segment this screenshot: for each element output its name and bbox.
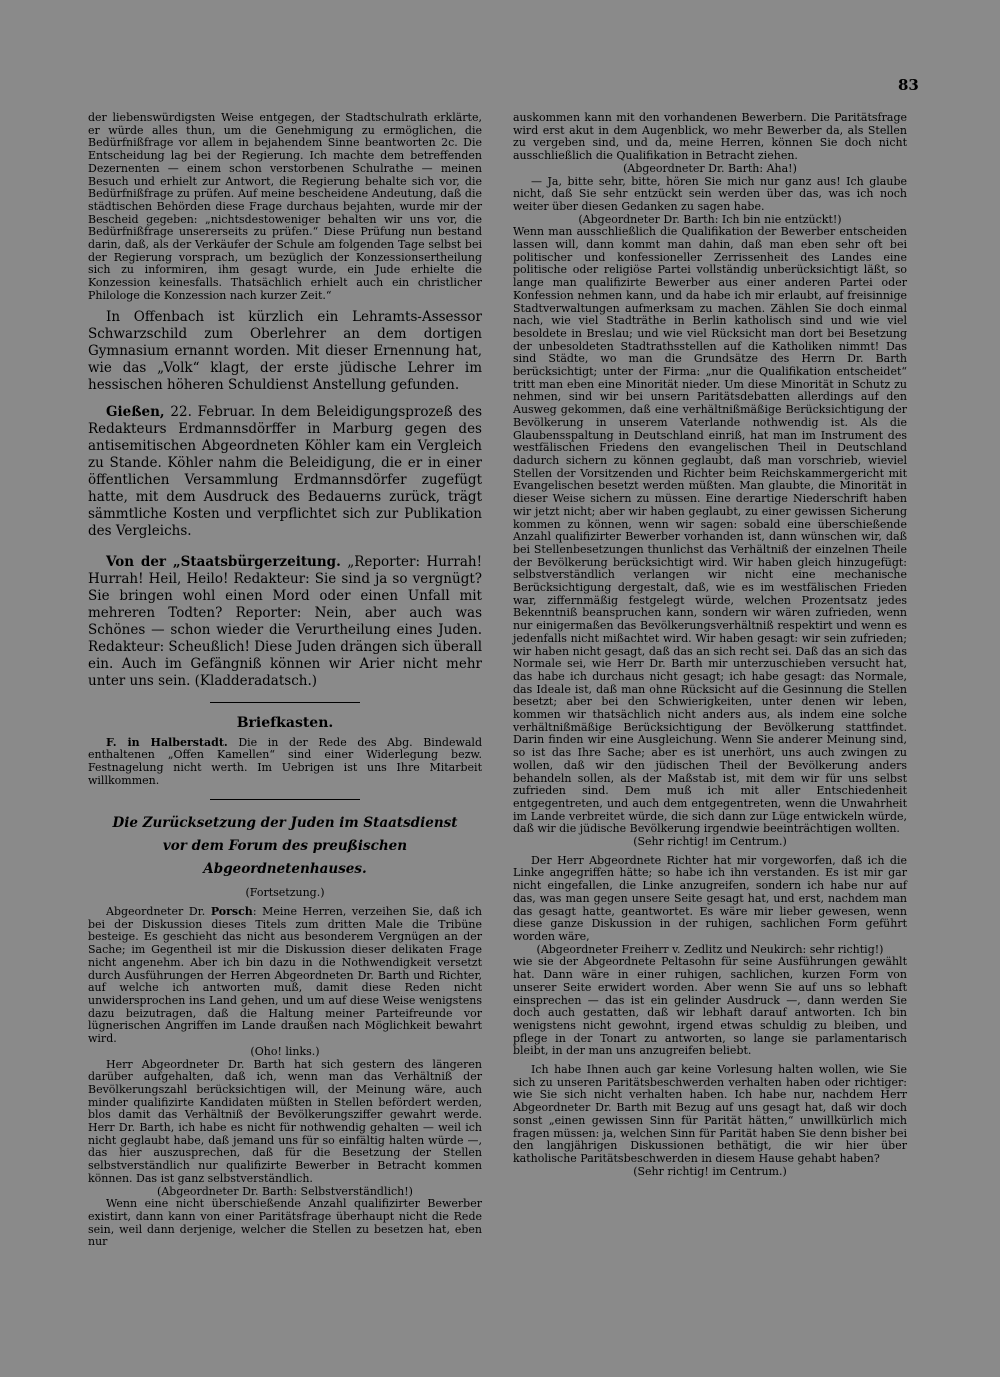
paragraph-continued: der liebenswürdigsten Weise entgegen, der Stadtschulrath erklärte, er würde alles thun, um die Genehmigung zu ermöglichen, die Bedürfnißfrage vor allem in bejahendem Sinne beantworten 2c. Die Entscheidung lag bei der Regierung. Ich machte dem betreffenden Dezernenten — einem schon verstorbenen Schulrathe — meinen Besuch und erhielt zur Antwort, die Regierung behalte sich vor, die Bedürfnißfrage zu prüfen. Auf meine bescheidene Andeutung, daß die städtischen Behörden diese Frage durchaus bejahten, wurde mir der Bescheid gegeben: „nichtsdestoweniger behalten wir uns vor, die Bedürfnißfrage unsererseits zu prüfen.“ Diese Prüfung nun bestand darin, daß, als der Verkäufer der Schule am folgenden Tage selbst bei der Regierung vorsprach, um bezüglich der Konzessionsertheilung sich zu informiren, ihm gesagt wurde, ein Jude erhielte die Konzession keinesfalls. Thatsächlich erhielt auch ein christlicher Philologe die Konzession nach kurzer Zeit.“: [88, 111, 482, 302]
paragraph-staatsbuergerzeitung-text: „Reporter: Hurrah! Hurrah! Heil, Heilo! Redakteur: Sie sind ja so vergnügt? Sie bringen wohl einen Mord oder einen Unfall mit mehreren Todten? Reporter: Nein, aber auch was Schönes — schon wieder die Verurtheilung eines Juden. Redakteur: Scheußlich! Diese Juden drängen sich überall ein. Auch im Gefängniß können wir Arier nicht mehr unter uns sein. (Kladderadatsch.): [88, 553, 483, 689]
interjection: (Sehr richtig! im Centrum.): [633, 835, 787, 849]
paragraph-offenbach: In Offenbach ist kürzlich ein Lehramts-Assessor Schwarzschild zum Oberlehrer an dem dortigen Gymnasium ernannt worden. Mit dieser Ernennung hat, wie das „Volk“ klagt, der erste jüdische Lehrer im hessischen höheren Schuldienst Anstellung gefunden.: [88, 308, 482, 393]
article-title-line-1: Die Zurücksetzung der Juden im Staatsdienst: [112, 815, 458, 832]
left-column: [88, 112, 482, 1249]
dateline: Von der „Staatsbürgerzeitung.: [106, 553, 341, 570]
speech-paragraph: Ich habe Ihnen auch gar keine Vorlesung halten wollen, wie Sie sich zu unseren Paritätsbeschwerden verhalten haben oder richtiger: wie Sie sich nicht verhalten haben. Ich habe nur, nachdem Herr Abgeordneter Dr. Barth mit Bezug auf uns gesagt hat, daß wir doch sonst „einen gewissen Sinn für Parität hätten,“ unwillkürlich mich fragen müssen: ja, welchen Sinn für Parität haben Sie denn bisher bei den langjährigen Diskussionen bethätigt, die wir hier über katholische Paritätsbeschwerden in diesem Hause gehabt haben?: [513, 1063, 907, 1165]
interjection: (Abgeordneter Dr. Barth: Ich bin nie entzückt!): [578, 212, 842, 226]
speech-paragraph: Herr Abgeordneter Dr. Barth hat sich gestern des längeren darüber aufgehalten, daß ich, wenn man das Verhältniß der Bevölkerungszahl berücksichtigen will, der Meinung wäre, auch minder qualifizirte Kandidaten müßten in Stellen befördert werden, blos damit das Verhältniß der Bevölkerungsziffer gewahrt werde. Herr Dr. Barth, ich habe es nicht für nothwendig gehalten — weil ich nicht geglaubt habe, daß jemand uns für so einfältig halten würde —, das hier auszusprechen, daß für die Besetzung der Stellen selbstverständlich nur qualifizirte Bewerber in Betracht kommen können. Das ist ganz selbstverständlich.: [88, 1057, 482, 1185]
interjection: (Abgeordneter Dr. Barth: Selbstverständlich!): [157, 1184, 413, 1198]
paragraph-giessen: [88, 404, 482, 540]
speech-text: : Meine Herren, verzeihen Sie, daß ich bei der Diskussion dieses Titels zum dritten Male die Tribüne besteige. Es geschieht das nicht aus besonderem Vergnügen an der Sache; im Gegentheil ist mir die Diskussion dieser delikaten Frage nicht angenehm. Aber ich bin dazu in die Nothwendigkeit versetzt durch Ausführungen der Herren Abgeordneten Dr. Barth und Richter, auf welche ich antworten muß, damit diese Reden nicht unwidersprochen ins Land gehen, und um auf diese Weise wenigstens dazu beizutragen, daß die Haltung meiner Parteifreunde vor lügnerischen Angriffen im Lande draußen nach Möglichkeit bewahrt wird.: [88, 905, 482, 1046]
right-column: [513, 112, 907, 1178]
speech-paragraph: Wenn eine nicht überschießende Anzahl qualifizirter Bewerber existirt, dann kann von einer Paritätsfrage überhaupt nicht die Rede sein, weil dann derjenige, welcher die Stellen zu besetzen hat, eben nur: [88, 1197, 482, 1249]
page-number: 83: [898, 76, 919, 94]
fortsetzung-note: (Fortsetzung.): [245, 886, 325, 900]
article-title-line-2: vor dem Forum des preußischen Abgeordnetenhauses.: [162, 838, 408, 878]
speaker-name: Porsch: [210, 905, 253, 919]
section-heading-briefkasten: Briefkasten.: [236, 714, 334, 731]
interjection: (Sehr richtig! im Centrum.): [633, 1164, 787, 1178]
speech-paragraph: — Ja, bitte sehr, bitte, hören Sie mich nur ganz aus! Ich glaube nicht, daß Sie sehr entzückt sein werden über das, was ich noch weiter über diesen Gedanken zu sagen habe.: [513, 174, 907, 213]
speech-paragraph: Der Herr Abgeordnete Richter hat mir vorgeworfen, daß ich die Linke angegriffen hätte; so habe ich ihn verstanden. Es ist mir gar nicht eingefallen, die Linke anzugreifen, sondern ich habe nur auf das, was man gegen unsere Seite gesagt hat, und erst, nachdem man das gesagt hatte, geantwortet. Es wäre mir lieber gewesen, wenn diese ganze Diskussion in der ruhigen, sachlichen Form geführt worden wäre,: [513, 853, 907, 943]
speech-porsch: [88, 906, 482, 1046]
paragraph-staatsbuergerzeitung: [88, 554, 482, 690]
interjection: (Abgeordneter Dr. Barth: Aha!): [623, 161, 797, 175]
speech-paragraph: Wenn man ausschließlich die Qualifikation der Bewerber entscheiden lassen will, dann kommt man dahin, daß man eben sehr oft bei politischer und konfessioneller Zerrissenheit des Landes eine politische oder religiöse Partei vollständig unberücksichtigt läßt, so lange man qualifizirte Bewerber aus einer anderen Partei oder Konfession nehmen kann, und da habe ich mir erlaubt, auf freisinnige Stadtverwaltungen aufmerksam zu machen. Zählen Sie doch einmal nach, wie viel Stadträthe in Berlin katholisch sind und wie viel besoldete in Breslau; und wie viel Rücksicht man dort bei Besetzung der unbesoldeten Stadtrathsstellen auf die Katholiken nimmt! Das sind Städte, wo man die Grundsätze des Herrn Dr. Barth berücksichtigt; unter der Firma: „nur die Qualifikation entscheidet“ tritt man eben eine Minorität nieder. Um diese Minorität in Schutz zu nehmen, sind wir bei unsern Paritätsdebatten allerdings auf den Ausweg gekommen, daß eine verhältnißmäßige Berücksichtigung der Bevölkerung in unserem Vaterlande nothwendig ist. Als die Glaubensspaltung in Deutschland einriß, hat man im Instrument des westfälischen Friedens den evangelischen Theil in Deutschland dadurch sichern zu können geglaubt, daß man vorschrieb, wieviel Stellen der Vorsitzenden und Richter beim Reichskammergericht mit Evangelischen besetzt werden müßten. Man glaubte, die Minorität in dieser Weise sichern zu müssen. Eine derartige Niederschrift haben wir jetzt nicht; aber wir haben geglaubt, zu einer gewissen Sicherung kommen zu können, wenn wir sagen: sobald eine überschießende Anzahl qualifizirter Bewerber vorhanden ist, dann wünschen wir, daß bei Stellenbesetzungen thunlichst das Verhältniß der einzelnen Theile der Bevölkerung berücksichtigt wird. Wir haben gleich hinzugefügt: selbstverständlich verlangen wir nicht eine mechanische Berücksichtigung dergestalt, daß, wie es im westfälischen Frieden war, ziffernmäßig festgelegt würde, welchen Prozentsatz jedes Bekenntniß beanspruchen kann, sondern wir wären zufrieden, wenn nur einigermaßen das Bevölkerungsverhältniß respektirt und wenn es jedenfalls nicht mißachtet wird. Wir haben gesagt: wir sein zufrieden; wir haben nicht gesagt, daß das an sich recht sei. Daß das an sich das Normale sei, wie Herr Dr. Barth mir unterzuschieben versucht hat, das habe ich durchaus nicht gesagt; ich habe gesagt: das Normale, das Ideale ist, daß man ohne Rücksicht auf die Gesinnung die Stellen besetzt; aber bei den Schwierigkeiten, unter denen wir leben, kommen wir thatsächlich nicht anders aus, als indem eine solche verhältnißmäßige Berücksichtigung der Bevölkerung stattfindet. Darin finden wir eine Ausgleichung. Wenn Sie anderer Meinung sind, so ist das Ihre Sache; aber es ist unerhört, uns auch zwingen zu wollen, daß wir den jüdischen Theil der Bevölkerung anders behandeln sollen, als der Maßstab ist, mit dem wir für uns selbst zufrieden sind. Dem muß ich mit aller Entschiedenheit entgegentreten, und auch dem entgegentreten, wenn die Unwahrheit im Lande verbreitet würde, die sich dann zur Lüge entwickeln würde, daß wir die jüdische Bevölkerung irgendwie beeinträchtigen wollten.: [513, 225, 907, 836]
dateline: Gießen,: [106, 403, 165, 420]
briefkasten-text: Die in der Rede des Abg. Bindewald enthaltenen „Offen Kamellen“ sind einer Widerlegung bezw. Festnagelung nicht werth. Im Uebrigen ist uns Ihre Mitarbeit willkommen.: [88, 735, 482, 787]
briefkasten-entry: [88, 737, 482, 788]
briefkasten-addressee: F. in Halberstadt.: [106, 735, 228, 749]
paragraph-giessen-text: 22. Februar. In dem Beleidigungsprozeß des Redakteurs Erdmannsdörffer in Marburg gegen des antisemitischen Abgeordneten Köhler kam ein Vergleich zu Stande. Köhler nahm die Beleidigung, die er in einer öffentlichen Versammlung Erdmannsdörfer zugefügt hatte, mit dem Ausdruck des Bedauerns zurück, trägt sämmtliche Kosten und verpflichtet sich zur Publikation des Vergleichs.: [88, 403, 482, 539]
speaker-prefix: Abgeordneter Dr.: [106, 905, 211, 919]
divider: [210, 799, 360, 800]
speech-paragraph: wie sie der Abgeordnete Peltasohn für seine Ausführungen gewählt hat. Dann wäre in einer ruhigen, sachlichen, kurzen Form von unserer Seite erwidert worden. Aber wenn Sie auf uns so lebhaft einsprechen — das ist ein gelinder Ausdruck —, dann werden Sie doch auch gestatten, daß wir lebhaft darauf antworten. Ich bin wenigstens nicht gewohnt, irgend etwas schuldig zu bleiben, und pflege in der Tonart zu antworten, so lange sie parlamentarisch bleibt, in der man uns anzugreifen beliebt.: [513, 955, 907, 1058]
divider: [210, 702, 360, 703]
interjection: (Abgeordneter Freiherr v. Zedlitz und Neukirch: sehr richtig!): [536, 942, 884, 956]
interjection: (Oho! links.): [250, 1044, 320, 1058]
speech-paragraph: auskommen kann mit den vorhandenen Bewerbern. Die Paritätsfrage wird erst akut in dem Augenblick, wo mehr Bewerber da, als Stellen zu vergeben sind, und da, meine Herren, können Sie doch nicht ausschließlich die Qualifikation in Betracht ziehen.: [513, 111, 907, 163]
